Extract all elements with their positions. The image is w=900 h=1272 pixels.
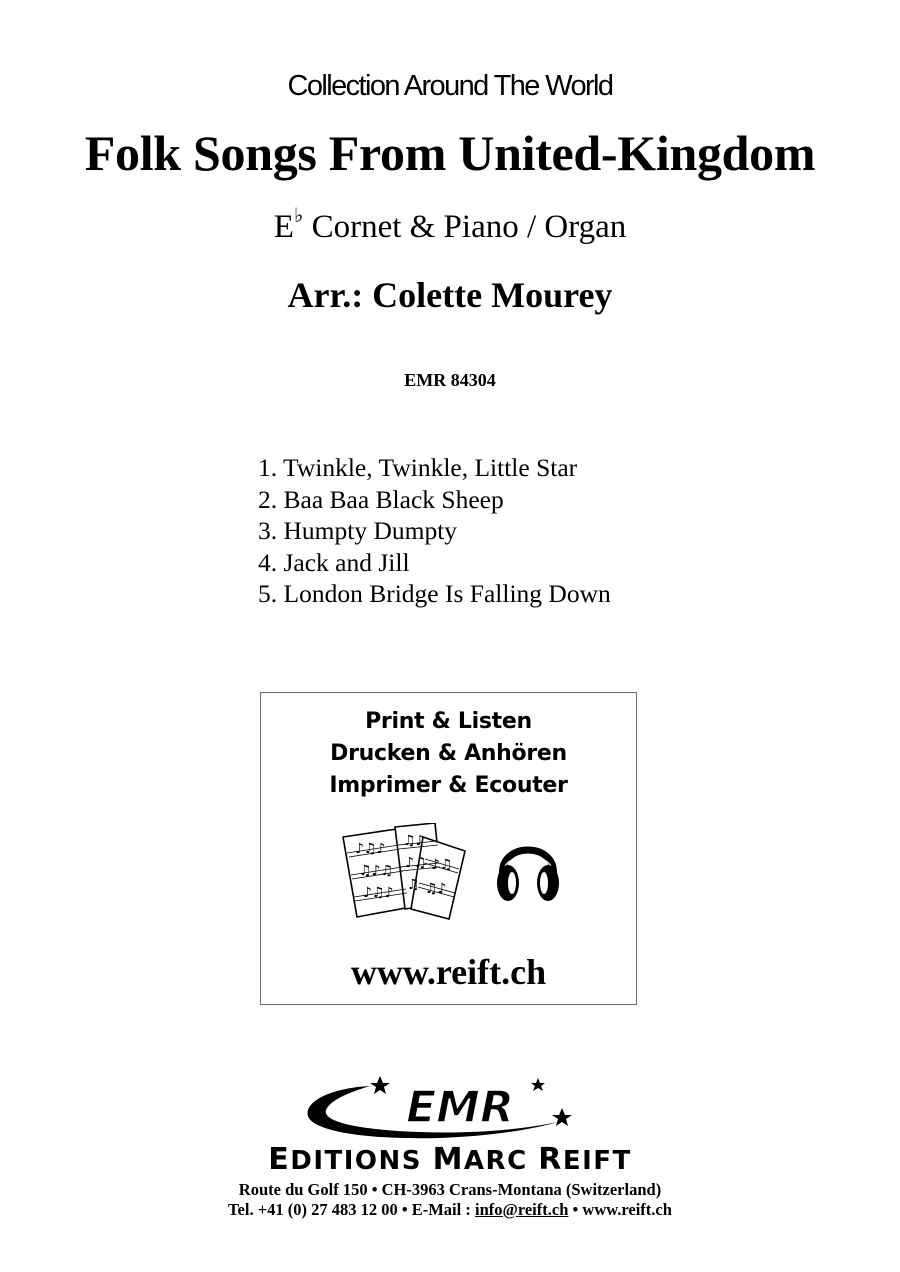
publisher-initial-r: R bbox=[538, 1142, 563, 1177]
svg-text:♫: ♫ bbox=[407, 877, 420, 893]
flat-sign: ♭ bbox=[293, 205, 304, 227]
promo-line-fr: Imprimer & Ecouter bbox=[329, 773, 568, 798]
song-item: 4. Jack and Jill bbox=[258, 547, 410, 577]
catalog-number: EMR 84304 bbox=[404, 370, 496, 390]
publisher-address: Route du Golf 150 • CH-3963 Crans-Montana (Switzerland) bbox=[238, 1180, 662, 1199]
email-link[interactable]: info@reift.ch bbox=[474, 1200, 569, 1219]
promo-line-de: Drucken & Anhören bbox=[330, 741, 567, 766]
promo-url[interactable]: www.reift.ch bbox=[350, 952, 547, 992]
print-listen-box bbox=[260, 692, 637, 1005]
publisher-tel: Tel. +41 (0) 27 483 12 00 • E-Mail : bbox=[228, 1200, 475, 1219]
publisher-part-ditions: DITIONS bbox=[290, 1146, 433, 1176]
publisher-initial-e: E bbox=[268, 1142, 291, 1177]
song-item: 5. London Bridge Is Falling Down bbox=[258, 579, 611, 608]
song-list bbox=[258, 452, 611, 610]
instrument-note: E bbox=[273, 209, 294, 245]
logo-text: EMR bbox=[406, 1082, 514, 1133]
arranger: Arr.: Colette Mourey bbox=[287, 275, 613, 315]
website-link[interactable]: • www.reift.ch bbox=[568, 1200, 672, 1219]
song-item: 1. Twinkle, Twinkle, Little Star bbox=[258, 453, 578, 482]
svg-text:♫♪♫: ♫♪♫ bbox=[359, 863, 394, 879]
page-title: Folk Songs From United-Kingdom bbox=[84, 125, 816, 181]
publisher-initial-m: M bbox=[432, 1142, 464, 1177]
headphones-icon bbox=[493, 831, 563, 905]
svg-text:♪♫: ♪♫ bbox=[431, 857, 453, 873]
publisher-part-eift: EIFT bbox=[562, 1146, 632, 1176]
collection-title: Collection Around The World bbox=[287, 70, 613, 102]
sheet-music-icon bbox=[339, 823, 469, 923]
emr-logo bbox=[300, 1072, 600, 1144]
svg-text:♫♪: ♫♪ bbox=[403, 833, 425, 849]
song-item: 2. Baa Baa Black Sheep bbox=[258, 484, 504, 514]
promo-line-en: Print & Listen bbox=[365, 709, 532, 734]
instrument-rest: Cornet & Piano / Organ bbox=[303, 209, 627, 245]
svg-text:♪♫: ♪♫ bbox=[405, 855, 427, 871]
instrumentation bbox=[0, 206, 900, 246]
song-item: 3. Humpty Dumpty bbox=[258, 516, 458, 545]
svg-text:♪♫♪: ♪♫♪ bbox=[363, 885, 394, 901]
publisher-contact bbox=[0, 1200, 900, 1220]
svg-text:♫♪: ♫♪ bbox=[425, 881, 447, 897]
publisher-name bbox=[0, 1142, 900, 1177]
svg-text:♪♫♪: ♪♫♪ bbox=[355, 841, 386, 857]
publisher-part-arc: ARC bbox=[463, 1146, 539, 1176]
